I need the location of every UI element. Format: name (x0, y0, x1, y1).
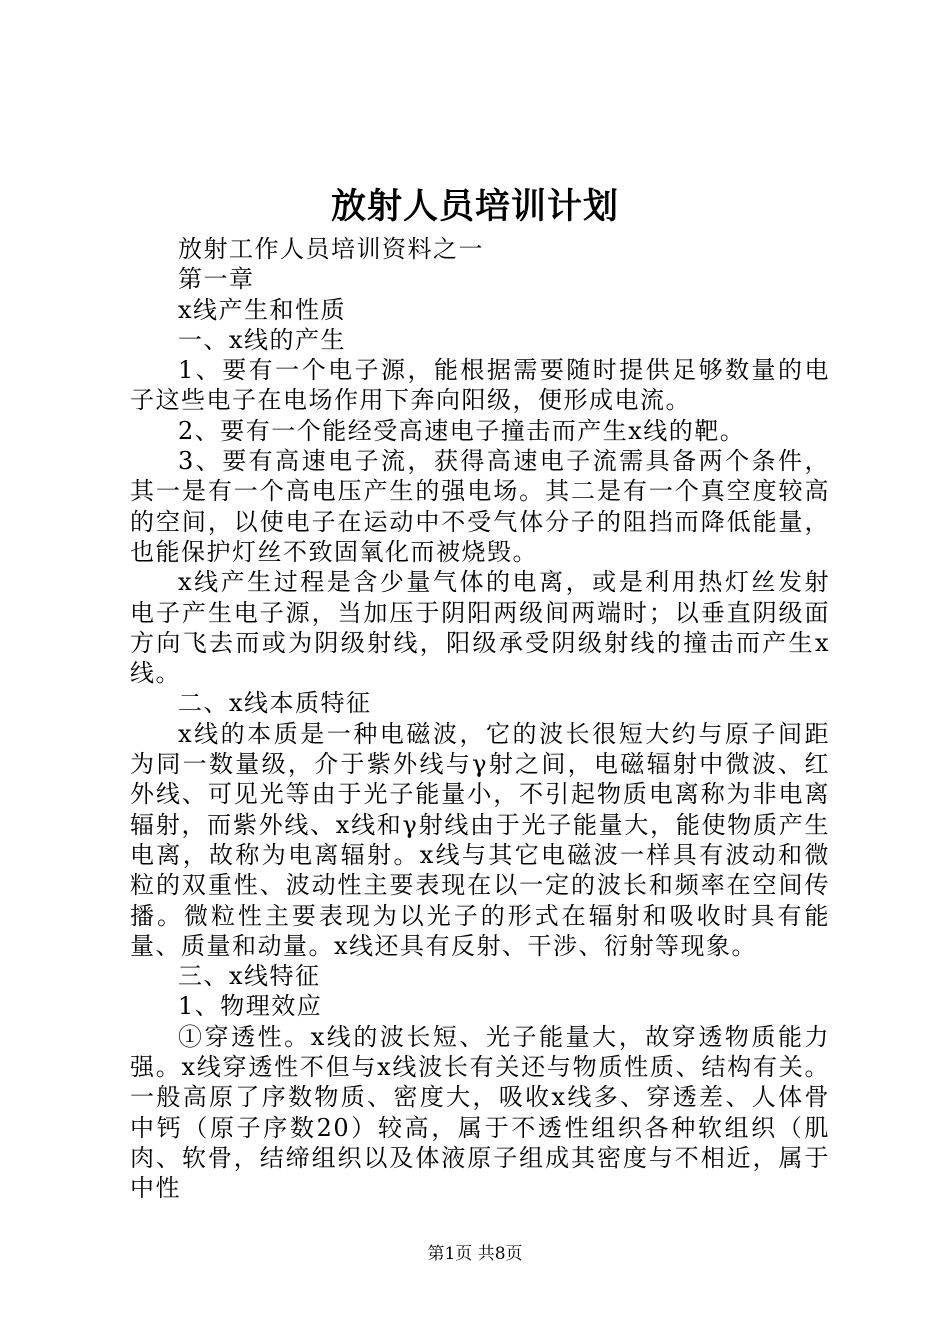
paragraph: x线的本质是一种电磁波，它的波长很短大约与原子间距为同一数量级，介于紫外线与γ射之间，电磁辐射中微波、红外线、可见光等由于光子能量小，不引起物质电离称为非电离辐射，而紫外线、x线和γ射线由于光子能量大，能使物质产生电离，故称为电离辐射。x线与其它电磁波一样具有波动和微粒的双重性、波动性主要表现在以一定的波长和频率在空间传播。微粒性主要表现为以光子的形式在辐射和吸收时具有能量、质量和动量。x线还具有反射、干涉、衍射等现象。 (130, 719, 830, 960)
document-title: 放射人员培训计划 (330, 186, 619, 227)
paragraph: 1、要有一个电子源，能根据需要随时提供足够数量的电子这些电子在电场作用下奔向阳级，便形成电流。 (130, 356, 830, 415)
paragraph: 第一章 (178, 265, 255, 294)
paragraph: 3、要有高速电子流，获得高速电子流需具备两个条件，其一是有一个高电压产生的强电场。其二是有一个真空度较高的空间，以使电子在运动中不受气体分子的阻挡而降低能量，也能保护灯丝不致固氧化而被烧毁。 (130, 447, 830, 566)
paragraph: 2、要有一个能经受高速电子撞击而产生x线的靶。 (178, 416, 746, 445)
paragraph: 放射工作人员培训资料之一 (178, 235, 484, 263)
paragraph: x线产生过程是含少量气体的电离，或是利用热灯丝发射电子产生电子源，当加压于阴阳两级间两端时；以垂直阴级面方向飞去而或为阴级射线，阳级承受阴级射线的撞击而产生x线。 (130, 568, 830, 688)
paragraph: 三、x线特征 (178, 962, 321, 991)
document-body (130, 234, 830, 1204)
paragraph: 1、物理效应 (178, 992, 323, 1021)
paragraph: 二、x线本质特征 (178, 689, 372, 718)
paragraph: 一、x线的产生 (178, 325, 347, 354)
paragraph: x线产生和性质 (178, 295, 347, 324)
paragraph: ①穿透性。x线的波长短、光子能量大，故穿透物质能力强。x线穿透性不但与x线波长有关还与物质性质、结构有关。一般高原了序数物质、密度大，吸收x线多、穿透差、人体骨中钙（原子序数20）较高，属于不透性组织各种软组织（肌肉、软骨，结缔组织以及体液原子组成其密度与不相近，属于中性 (130, 1022, 830, 1203)
page-footer: 第1页 共8页 (427, 1244, 523, 1264)
